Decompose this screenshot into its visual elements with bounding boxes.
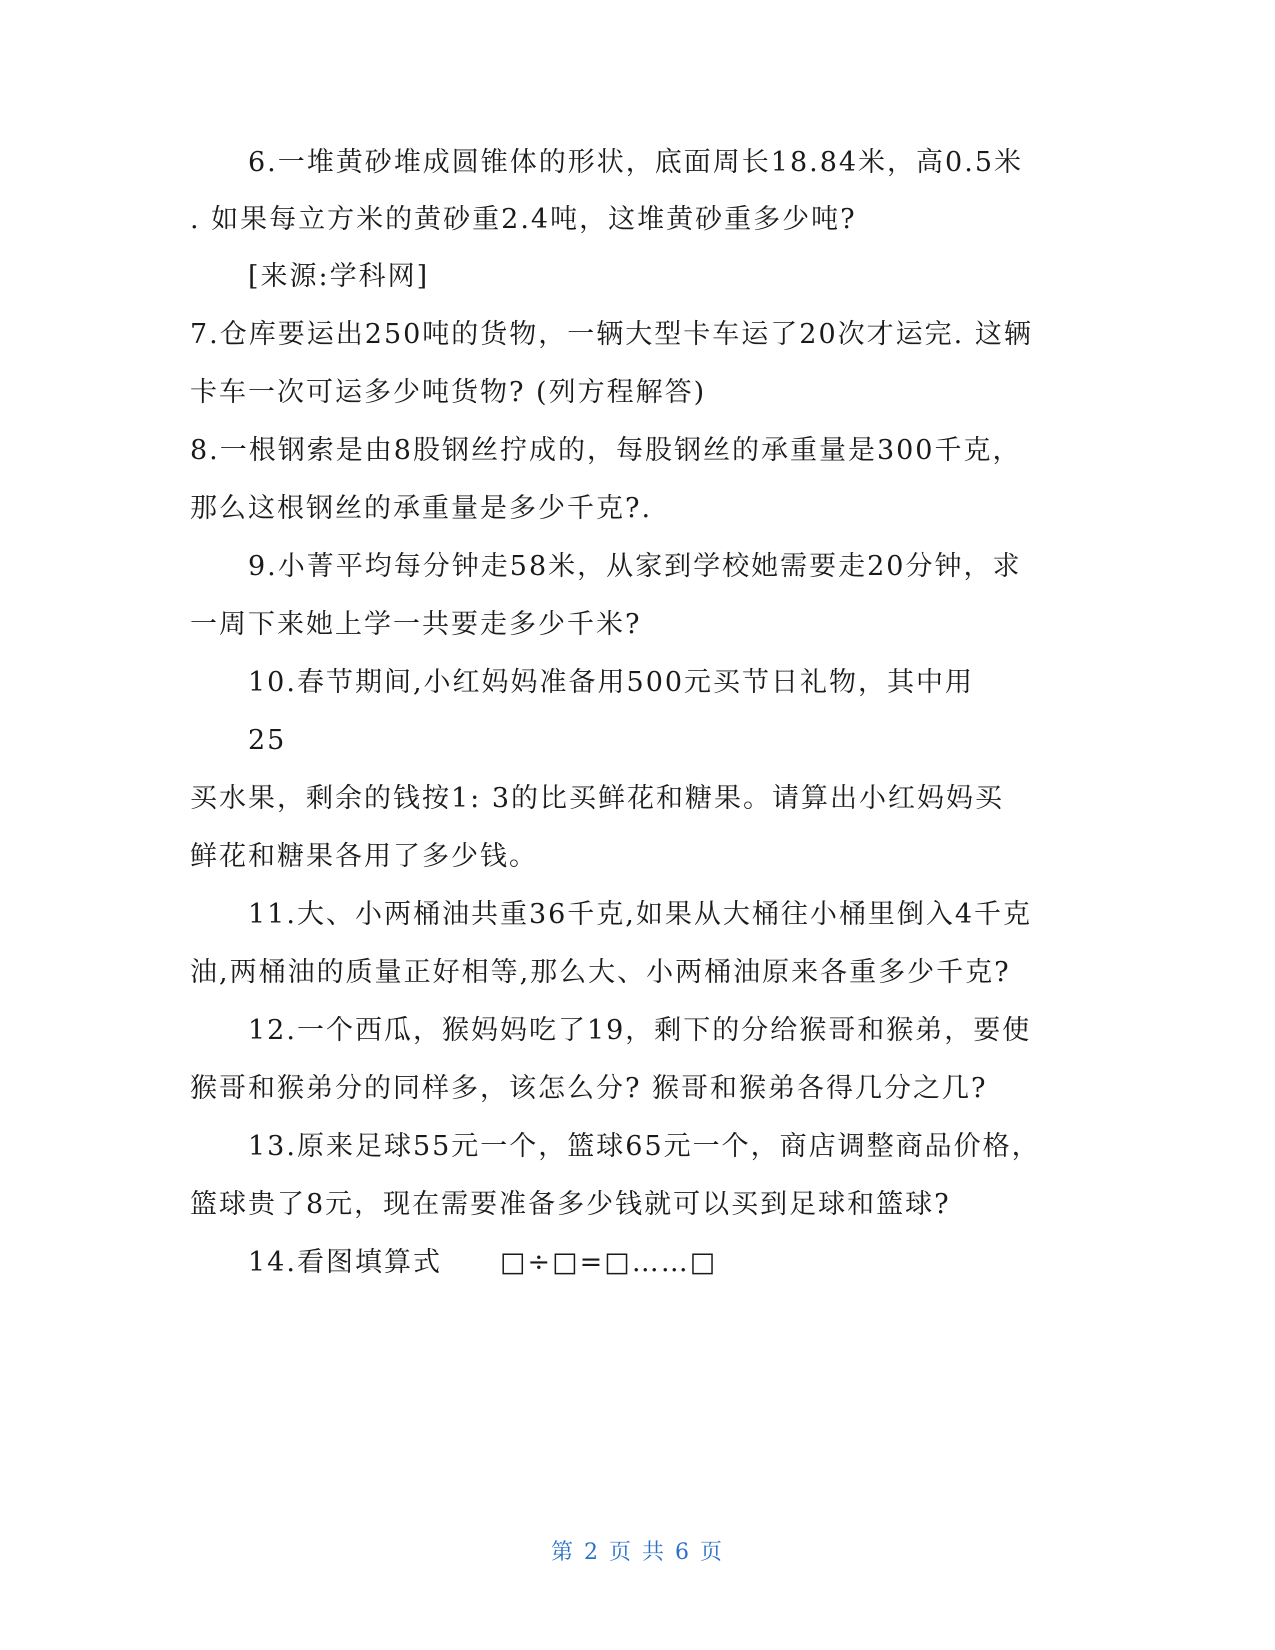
text-line-q12-b: 猴哥和猴弟分的同样多，该怎么分? 猴哥和猴弟各得几分之几? <box>190 1073 988 1104</box>
text-line-q7-a: 7.仓库要运出250吨的货物，一辆大型卡车运了20次才运完. 这辆 <box>190 319 1033 350</box>
text-line-q6-b: . 如果每立方米的黄砂重2.4吨，这堆黄砂重多少吨? <box>190 204 857 235</box>
text-line-q11-a: 11.大、小两桶油共重36千克,如果从大桶往小桶里倒入4千克 <box>248 899 1033 930</box>
text-line-q9-b: 一周下来她上学一共要走多少千米? <box>190 609 642 640</box>
page-number-footer: 第 2 页 共 6 页 <box>551 1540 724 1565</box>
text-line-q8-a: 8.一根钢索是由8股钢丝拧成的，每股钢丝的承重量是300千克， <box>190 435 1022 466</box>
text-line-q13-a: 13.原来足球55元一个，篮球65元一个，商店调整商品价格， <box>248 1131 1041 1162</box>
text-line-q7-b: 卡车一次可运多少吨货物? (列方程解答) <box>190 377 707 408</box>
text-line-q10-c: 鲜花和糖果各用了多少钱。 <box>190 841 538 872</box>
text-line-q12-a: 12.一个西瓜，猴妈妈吃了19，剩下的分给猴哥和猴弟，要使 <box>248 1015 1032 1046</box>
text-line-q10-b: 买水果，剩余的钱按1: 3的比买鲜花和糖果。请算出小红妈妈买 <box>190 783 1005 814</box>
text-line-q11-b: 油,两桶油的质量正好相等,那么大、小两桶油原来各重多少千克? <box>190 957 1011 988</box>
text-line-q10-a: 10.春节期间,小红妈妈准备用500元买节日礼物，其中用 <box>248 667 975 698</box>
text-line-q8-b: 那么这根钢丝的承重量是多少千克?. <box>190 493 653 524</box>
text-line-q9-a: 9.小菁平均每分钟走58米，从家到学校她需要走20分钟，求 <box>248 551 1022 582</box>
source-note: [来源:学科网] <box>248 261 430 292</box>
text-line-q13-b: 篮球贵了8元，现在需要准备多少钱就可以买到足球和篮球? <box>190 1189 951 1220</box>
text-line-q14: 14.看图填算式 □÷□=□……□ <box>248 1247 718 1278</box>
text-line-q6-a: 6.一堆黄砂堆成圆锥体的形状，底面周长18.84米，高0.5米 <box>248 147 1023 178</box>
text-line-q10-fraction: 25 <box>248 725 287 756</box>
